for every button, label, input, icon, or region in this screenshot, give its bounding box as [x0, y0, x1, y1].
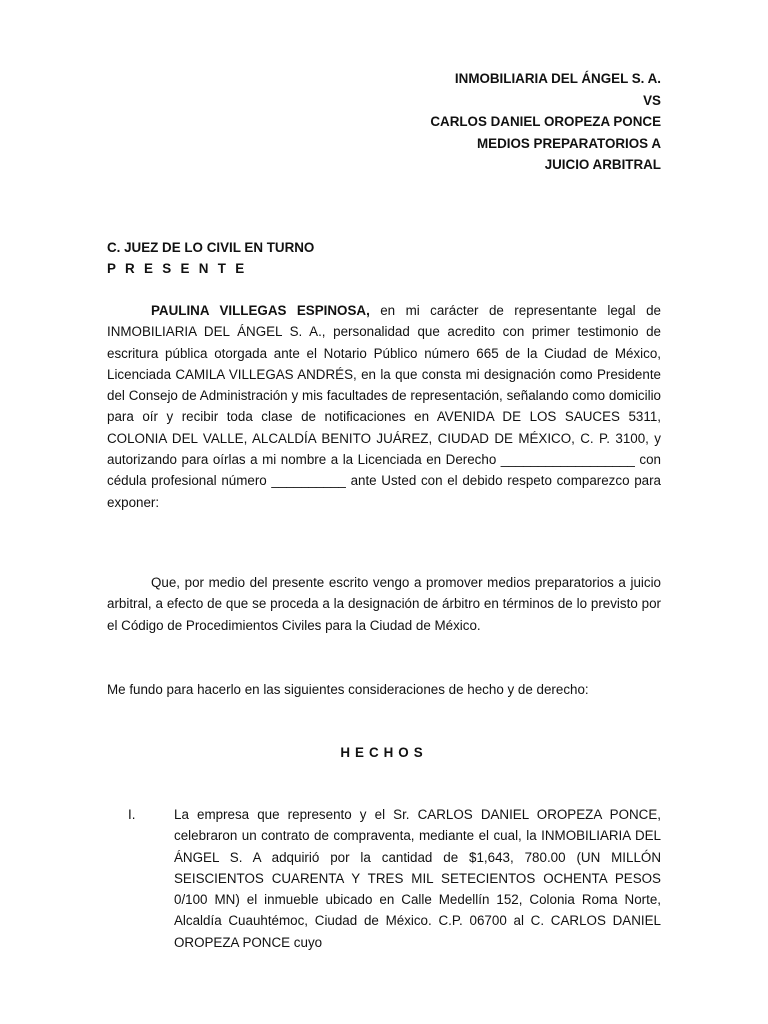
- addressee-judge: C. JUEZ DE LO CIVIL EN TURNO: [107, 240, 315, 255]
- fact-item: [107, 804, 661, 953]
- case-caption: [430, 68, 661, 176]
- paragraph-petition: Que, por medio del presente escrito vengo a promover medios preparatorios a juicio arbitral, a efecto de que se proceda a la designación de árbitro en términos de lo previsto por el Código de Procedimientos Civiles para la Ciudad de México.: [107, 575, 661, 633]
- caption-versus: VS: [643, 92, 661, 108]
- fact-text: La empresa que represento y el Sr. CARLOS DANIEL OROPEZA PONCE, celebraron un contrato de compraventa, mediante el cual, la INMOBILIARIA DEL ÁNGEL S. A adquirió por la cantidad de $1,643, 780.00 (UN MILLÓN SEISCIENTOS CUARENTA Y TRES MIL SETECIENTOS OCHENTA PESOS 0/100 MN) el inmueble ubicado en Calle Medellín 152, Colonia Roma Norte, Alcaldía Cuauhtémoc, Ciudad de México. C.P. 06700 al C. CARLOS DANIEL OROPEZA PONCE cuyo: [174, 807, 661, 950]
- section-heading-hechos: HECHOS: [340, 745, 428, 760]
- paragraph-appearance: [107, 300, 661, 513]
- addressee-block: [107, 237, 314, 279]
- caption-matter-line1: MEDIOS PREPARATORIOS A: [476, 135, 661, 151]
- representative-name: PAULINA VILLEGAS ESPINOSA,: [151, 303, 370, 318]
- caption-plaintiff: INMOBILIARIA DEL ÁNGEL S. A.: [454, 71, 661, 86]
- addressee-presente: P R E S E N T E: [107, 261, 247, 276]
- fact-number: I.: [128, 807, 136, 822]
- caption-matter-line2: JUICIO ARBITRAL: [544, 157, 661, 172]
- appearance-text: en mi carácter de representante legal de INMOBILIARIA DEL ÁNGEL S. A., personalidad que acredito con primer testimonio de escritura pública otorgada ante el Notario Público número 665 de la Ciudad de México, Licenciada CAMILA VILLEGAS ANDRÉS, en la que consta mi designación como Presidente del Consejo de Administración y mis facultades de representación, señalando como domicilio para oír y recibir toda clase de notificaciones en AVENIDA DE LOS SAUCES 5311, COLONIA DEL VALLE, ALCALDÍA BENITO JUÁREZ, CIUDAD DE MÉXICO, C. P. 3100, y autorizando para oírlas a mi nombre a la Licenciada en Derecho __________________ con cédula profesional número __________ ante Usted con el debido respeto comparezco para exponer:: [107, 303, 661, 510]
- paragraph-grounds: Me fundo para hacerlo en las siguientes consideraciones de hecho y de derecho:: [107, 682, 589, 697]
- caption-defendant: CARLOS DANIEL OROPEZA PONCE: [430, 114, 661, 129]
